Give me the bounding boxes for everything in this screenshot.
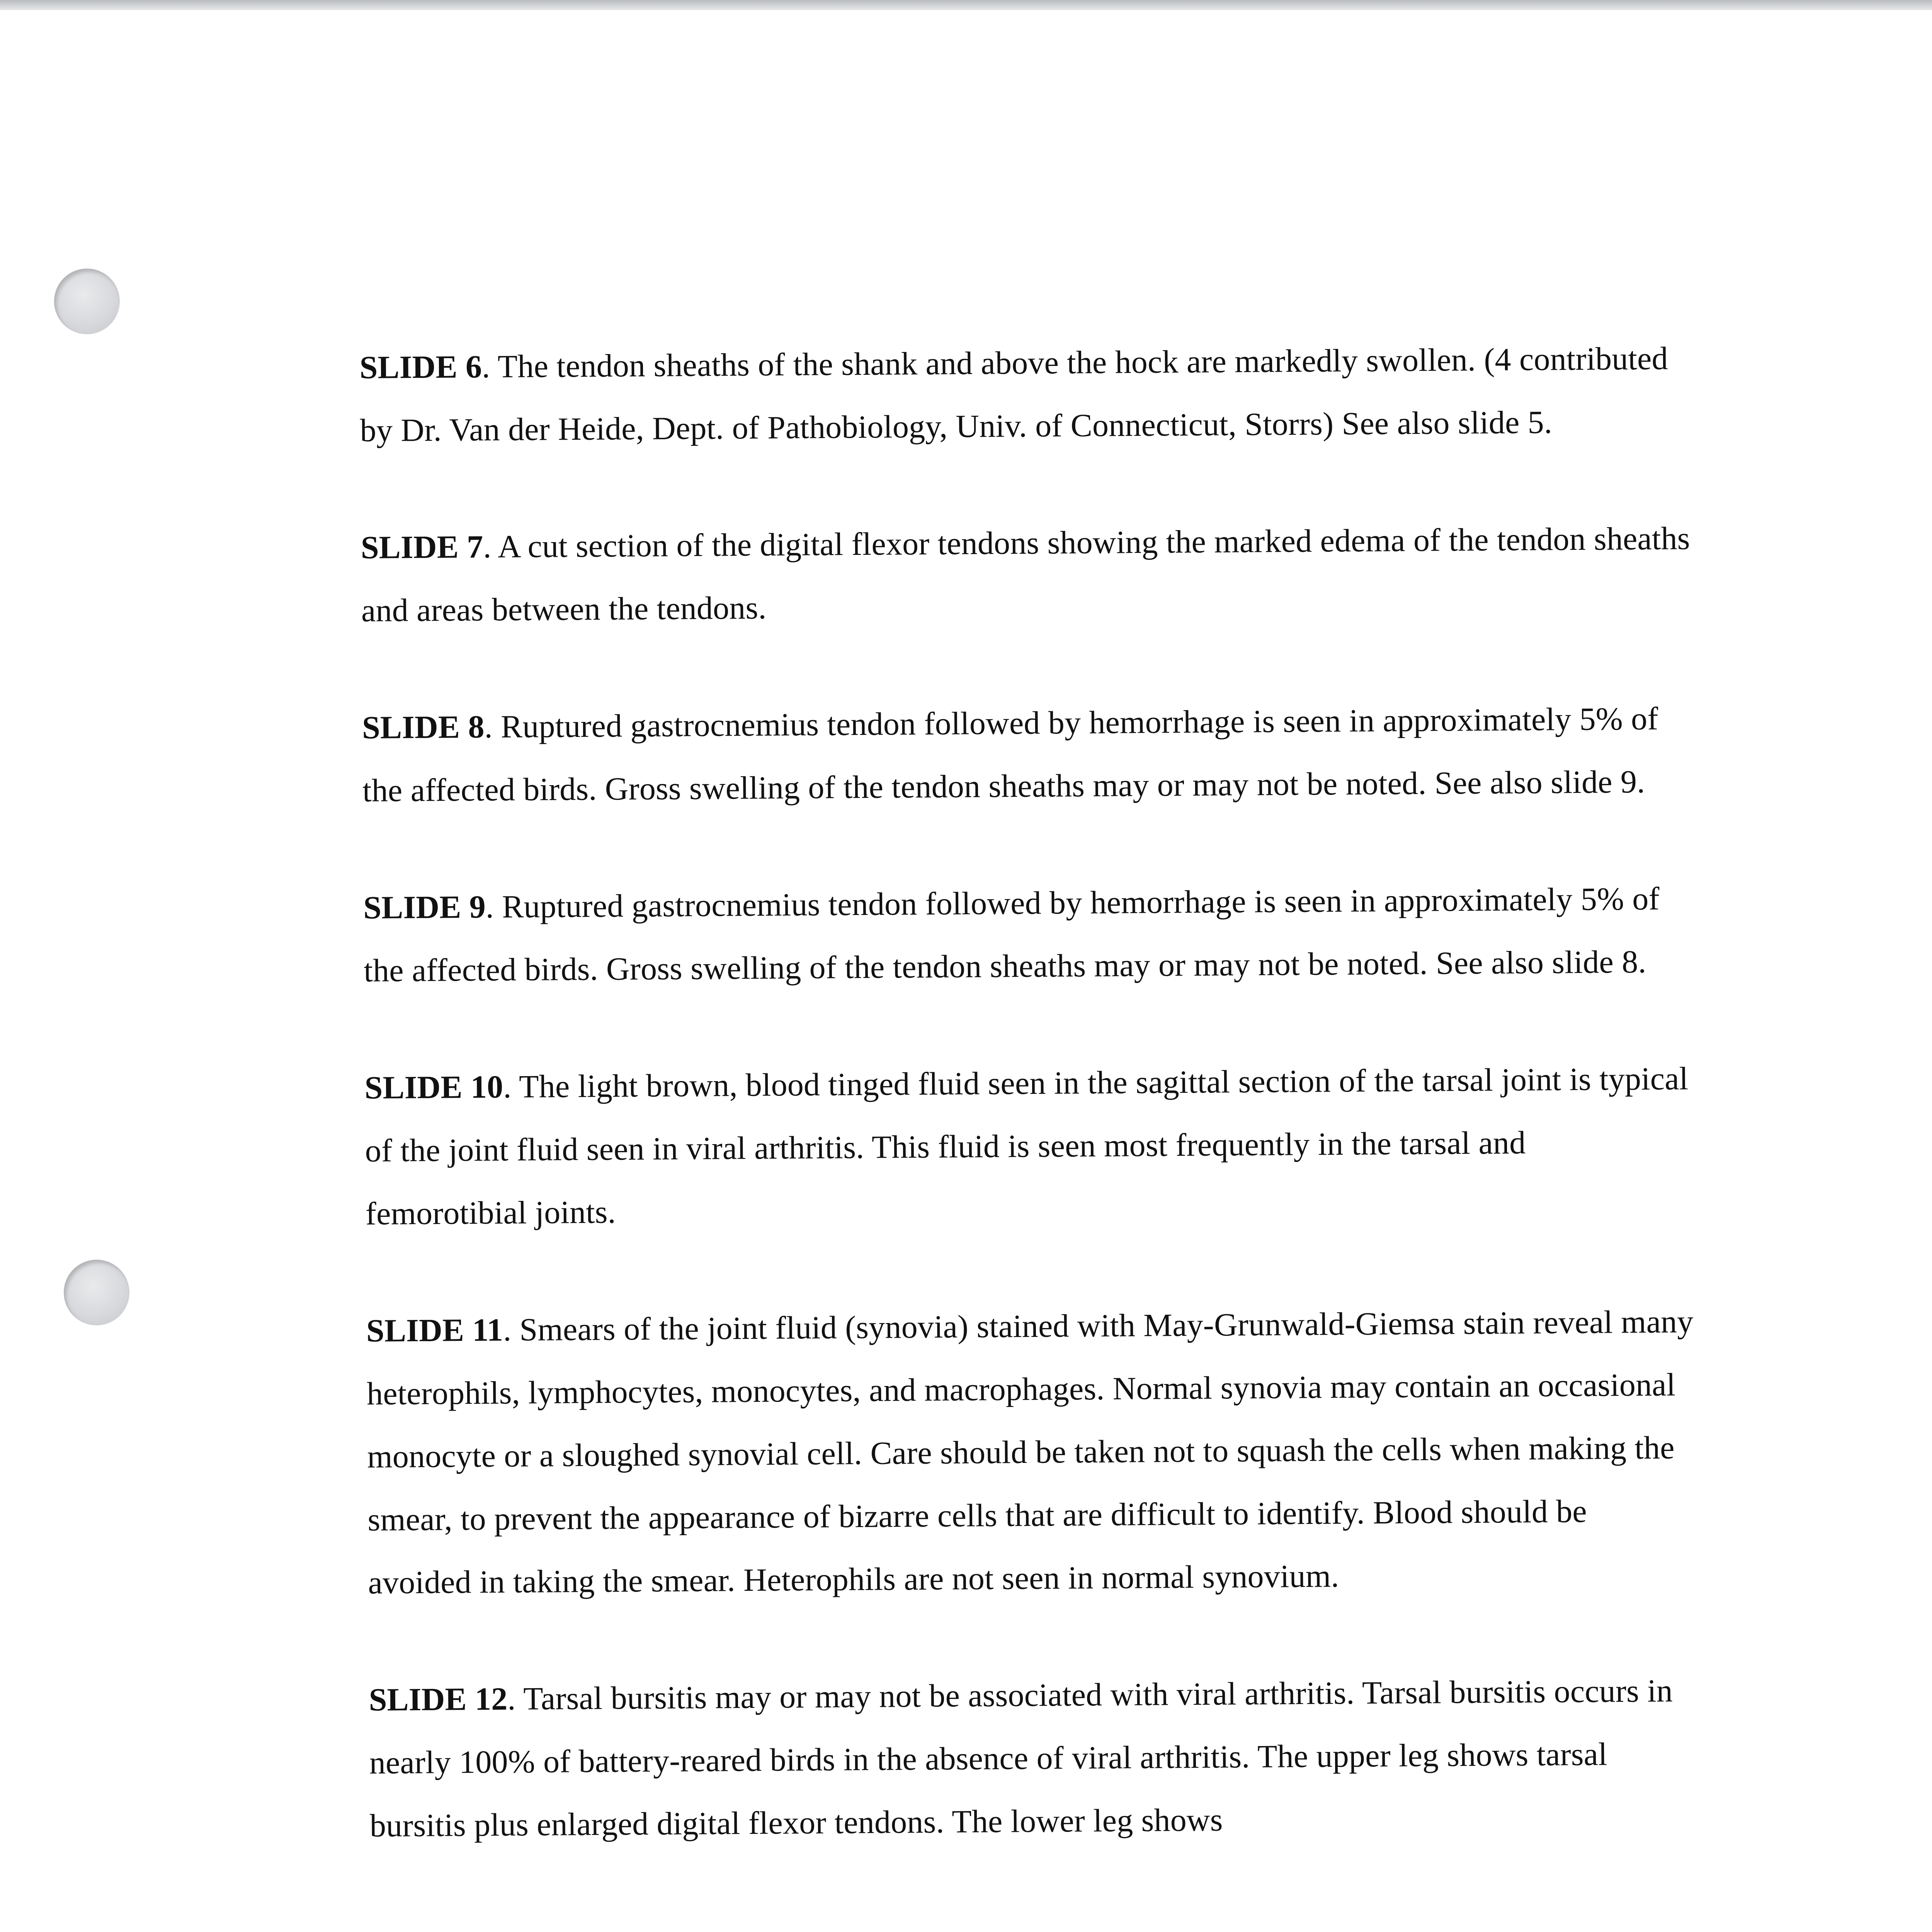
slide-11-paragraph — [366, 1290, 1697, 1614]
slide-9-label: SLIDE 9 — [363, 889, 486, 926]
slide-9-text: . Ruptured gastrocnemius tendon followed by hemorrhage is seen in approximately 5% of the affected birds. Gross swelling of the tendon sheaths may or may not be noted. See also slide 8. — [364, 881, 1660, 989]
slide-12-label: SLIDE 12 — [369, 1681, 508, 1718]
slide-6-paragraph — [359, 327, 1689, 462]
punch-hole-middle — [64, 1260, 129, 1325]
slide-6-text: . The tendon sheaths of the shank and above the hock are markedly swollen. (4 contributed by Dr. Van der Heide, Dept. of Pathobiology, Univ. of Connecticut, Storrs) See also slide 5. — [360, 340, 1668, 449]
slide-7-text: . A cut section of the digital flexor tendons showing the marked edema of the tendon sheaths and areas between the tendons. — [361, 520, 1690, 629]
scan-top-edge — [0, 0, 1932, 10]
slide-9-paragraph — [363, 867, 1693, 1002]
slide-10-paragraph — [364, 1047, 1695, 1245]
slide-8-paragraph — [362, 687, 1692, 822]
slide-10-label: SLIDE 10 — [364, 1069, 503, 1106]
punch-hole-top — [54, 269, 120, 334]
slide-7-label: SLIDE 7 — [361, 529, 483, 566]
slide-7-paragraph — [361, 507, 1690, 642]
slide-8-text: . Ruptured gastrocnemius tendon followed by hemorrhage is seen in approximately 5% of the affected birds. Gross swelling of the tendon sheaths may or may not be noted. See also slide 9. — [362, 701, 1658, 809]
slide-12-text: . Tarsal bursitis may or may not be associated with viral arthritis. Tarsal bursitis occurs in nearly 100% of battery-reared birds in the absence of viral arthritis. The upper leg shows tarsal bursitis plus enlarged digital flexor tendons. The lower leg shows — [369, 1673, 1673, 1844]
slide-12-paragraph — [369, 1659, 1699, 1857]
slide-8-label: SLIDE 8 — [362, 709, 485, 746]
slide-11-label: SLIDE 11 — [366, 1312, 503, 1349]
slide-11-text: . Smears of the joint fluid (synovia) stained with May-Grunwald-Giemsa stain reveal many heterophils, lymphocytes, monocytes, and macrophages. Normal synovia may contain an occasional monocyte or a sloughed synovial cell. Care should be taken not to squash the cells when making the smear, to prevent the appearance of bizarre cells that are difficult to identify. Blood should be avoided in taking the smear. Heterophils are not seen in normal synovium. — [366, 1303, 1694, 1601]
slide-6-label: SLIDE 6 — [359, 349, 482, 386]
document-body — [359, 327, 1699, 1912]
slide-10-text: . The light brown, blood tinged fluid seen in the sagittal section of the tarsal joint is typical of the joint fluid seen in viral arthritis. This fluid is seen most frequently in the tarsal and femorotibial joints. — [365, 1061, 1689, 1232]
